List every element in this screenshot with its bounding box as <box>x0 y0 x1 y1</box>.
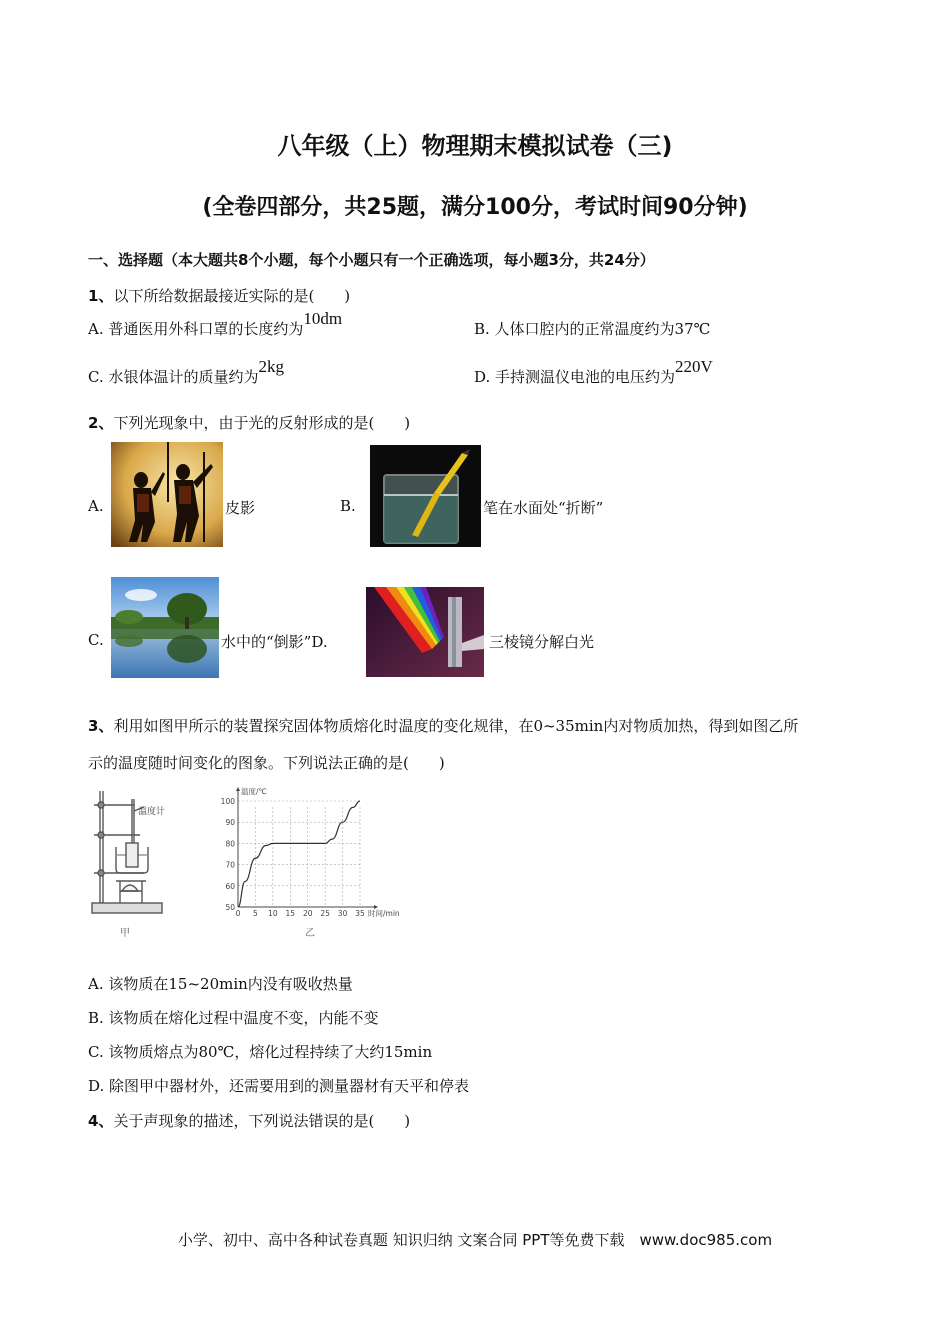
prism-spectrum-image <box>366 587 484 677</box>
question-stem: 以下所给数据最接近实际的是( ) <box>113 287 351 305</box>
q2-option-b-label: B. <box>340 497 356 515</box>
y-tick-label: 70 <box>225 860 235 870</box>
y-tick-label: 90 <box>225 818 235 828</box>
thermometer-label: 温度计 <box>138 807 166 817</box>
tree-reflection-image <box>111 577 219 678</box>
q3-option-b: B. 该物质在熔化过程中温度不变，内能不变 <box>88 1009 379 1027</box>
x-tick-label: 30 <box>337 909 348 918</box>
q1-option-d <box>474 357 713 387</box>
page-footer: 小学、初中、高中各种试卷真题 知识归纳 文案合同 PPT等免费下载 www.doc985.com <box>177 1231 773 1249</box>
temperature-time-chart <box>212 785 417 935</box>
q2-option-a-text: 皮影 <box>225 499 256 517</box>
q1-option-c <box>88 357 284 387</box>
question-2 <box>88 412 410 433</box>
shadow-puppet-image <box>111 442 223 547</box>
pencil-in-water-image <box>370 445 481 547</box>
x-tick-label: 25 <box>320 909 330 918</box>
question-number: 3、 <box>88 717 114 735</box>
q2-option-a-label: A. <box>88 497 104 515</box>
x-tick-label: 5 <box>253 909 258 918</box>
y-tick-label: 60 <box>225 881 235 891</box>
x-tick-label: 20 <box>302 909 313 918</box>
q2-option-d-text: 三棱镜分解白光 <box>489 633 595 651</box>
question-number: 2、 <box>88 414 114 432</box>
page-subtitle: (全卷四部分，共25题，满分100分，考试时间90分钟) <box>202 195 748 220</box>
question-4 <box>88 1110 410 1131</box>
question-3 <box>88 715 798 736</box>
q1-option-b: B. 人体口腔内的正常温度约为37℃ <box>474 320 711 338</box>
q3-option-a: A. 该物质在15~20min内没有吸收热量 <box>88 975 353 993</box>
figure-jia-label: 甲 <box>120 928 130 939</box>
question-stem: 关于声现象的描述，下列说法错误的是( ) <box>113 1112 411 1130</box>
question-stem: 下列光现象中，由于光的反射形成的是( ) <box>113 414 411 432</box>
q2-option-c-text: 水中的“倒影”D. <box>221 633 328 651</box>
q2-option-b-text: 笔在水面处“折断” <box>483 499 604 517</box>
option-text: C. 水银体温计的质量约为 <box>88 368 259 386</box>
y-axis-arrow <box>236 787 240 791</box>
x-tick-label: 0 <box>235 909 241 918</box>
temperature-curve <box>238 801 360 907</box>
y-axis-label: 温度/℃ <box>241 787 267 796</box>
x-axis-label: 时间/min <box>368 909 400 918</box>
question-1 <box>88 285 350 306</box>
figure-yi-label: 乙 <box>305 928 315 939</box>
option-text: D. 手持测温仪电池的电压约为 <box>474 368 676 386</box>
option-value: 10dm <box>303 309 343 328</box>
page-title: 八年级（上）物理期末模拟试卷（三) <box>277 132 673 160</box>
question-number: 4、 <box>88 1112 114 1130</box>
chart-svg <box>212 785 417 935</box>
q3-option-d: D. 除图甲中器材外，还需要用到的测量器材有天平和停表 <box>88 1077 470 1095</box>
option-value: 220V <box>675 357 713 376</box>
q3-option-c: C. 该物质熔点为80℃，熔化过程持续了大约15min <box>88 1043 433 1061</box>
q2-option-c-label: C. <box>88 631 104 649</box>
section-heading: 一、选择题（本大题共8个小题，每个小题只有一个正确选项，每小题3分，共24分） <box>88 251 655 269</box>
option-text: A. 普通医用外科口罩的长度约为 <box>88 320 304 338</box>
question-stem: 利用如图甲所示的装置探究固体物质熔化时温度的变化规律，在0~35min内对物质加热，得到如图乙所 <box>113 717 799 735</box>
option-value: 2kg <box>258 357 284 376</box>
question-number: 1、 <box>88 287 114 305</box>
y-tick-label: 80 <box>225 839 235 849</box>
question-3-stem-line2: 示的温度随时间变化的图象。下列说法正确的是( ) <box>88 754 445 772</box>
x-tick-label: 35 <box>355 909 365 918</box>
y-tick-label: 100 <box>220 797 235 806</box>
y-tick-label: 50 <box>225 903 235 912</box>
x-tick-label: 15 <box>285 909 296 918</box>
x-tick-label: 10 <box>268 909 278 918</box>
q1-option-a <box>88 309 343 339</box>
